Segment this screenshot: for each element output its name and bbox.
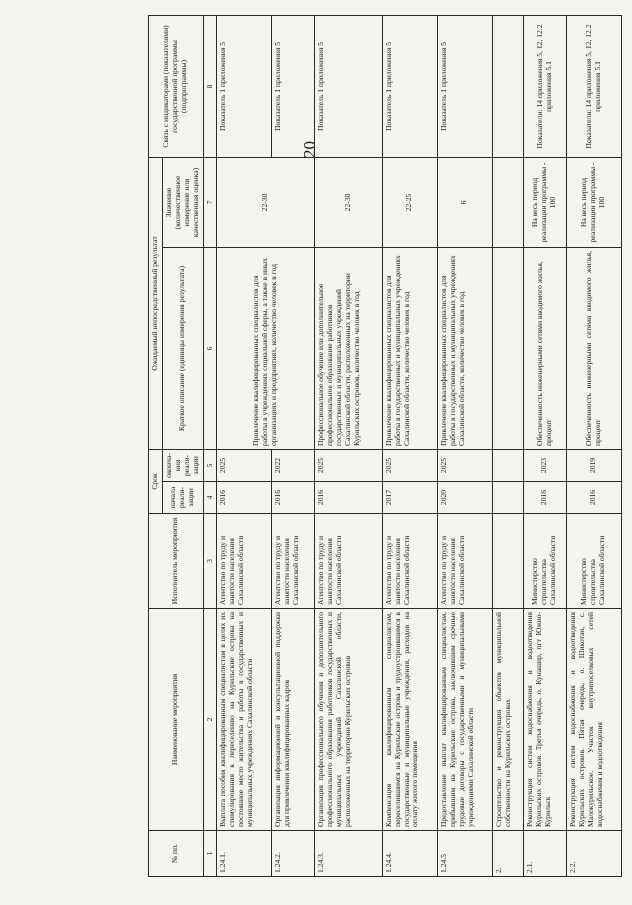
row-executor: Министерство строительства Сахалинской области [523, 514, 566, 609]
row-start-year: 2016 [272, 482, 315, 514]
row-end-year: 2025 [315, 449, 382, 481]
header-executor: Исполнитель мероприятия [149, 514, 204, 609]
row-indicator: Показатель 1 приложения 5 [272, 15, 315, 157]
row-num: 1.24.4. [382, 831, 437, 877]
row-result-value: На весь период реализации программы - 100 [523, 157, 566, 247]
row-measure-name: Компенсация квалифицированным специалистам, переселившимся на Курильские острова и трудоустроившимся в государственные и муниципальные учреждения, расходов на оплату жилого помещения [382, 609, 437, 831]
header-name: Наименование мероприятия [149, 609, 204, 831]
column-number: 6 [203, 247, 216, 449]
header-value: Значение (количественное измерение или качественная оценка) [162, 157, 203, 247]
header-expected-result: Ожидаемый непосредственный результат [149, 157, 163, 449]
column-number: 4 [203, 482, 216, 514]
row-indicator: Показатель 1 приложения 5 [315, 15, 382, 157]
row-indicator: Показатели: 14 приложения 5, 12, 12.2 приложения 5.1 [566, 15, 621, 157]
row-result-desc: Привлечение квалифицированных специалистов для работы в государственных и муниципальных учреждениях Сахалинской области, количество человек в год [437, 247, 492, 449]
row-start-year [492, 482, 523, 514]
table-row [315, 15, 382, 876]
row-measure-name: Реконструкция систем водоснабжения и водоотведения Курильских островов. Пятая очередь, о. Шикотан, с. Малокурильское. Участок внутрипоселковых сетей водоснабжения и водоотведения [566, 609, 621, 831]
row-result-desc: Обеспеченность инженерными сетями вводимого жилья, процент [523, 247, 566, 449]
row-start-year: 2016 [523, 482, 566, 514]
row-result-value: 22-25 [382, 157, 437, 247]
row-start-year: 2016 [566, 482, 621, 514]
table-section-row [492, 15, 523, 876]
table-row [437, 15, 492, 876]
row-start-year: 2016 [315, 482, 382, 514]
row-result-value: 6 [437, 157, 492, 247]
row-executor: Агентство по труду и занятости населения Сахалинской области [272, 514, 315, 609]
column-number: 8 [203, 15, 216, 157]
row-end-year: 2022 [272, 449, 315, 481]
row-result-desc [492, 247, 523, 449]
column-number: 3 [203, 514, 216, 609]
header-term-start: начала реали-зации [162, 482, 203, 514]
row-executor: Агентство по труду и занятости населения Сахалинской области [437, 514, 492, 609]
row-start-year: 2020 [437, 482, 492, 514]
row-end-year: 2023 [523, 449, 566, 481]
header-term: Срок [149, 449, 163, 513]
row-end-year: 2025 [217, 449, 272, 481]
row-executor: Агентство по труду и занятости населения Сахалинской области [315, 514, 382, 609]
row-measure-name: Предоставление выплат квалифицированным специалистам, прибывшим на Курильские острова, заключившим срочные трудовые договоры с государственными и муниципальными учреждениями Сахалинской области [437, 609, 492, 831]
column-number: 7 [203, 157, 216, 247]
header-row-1 [149, 15, 163, 876]
row-indicator: Показатель 1 приложения 5 [217, 15, 272, 157]
table-row [217, 15, 272, 876]
section-title: Строительство и реконструкция объектов муниципальной собственности на Курильских островах [492, 609, 523, 831]
row-result-value: На весь период реализации программы - 100 [566, 157, 621, 247]
row-measure-name: Организация профессионального обучения и дополнительного профессионального образования работников государственных и муниципальных учреждений Сахалинской области, расположенных на территории Курильских островов [315, 609, 382, 831]
row-num: 1.24.3. [315, 831, 382, 877]
table-row [382, 15, 437, 876]
row-indicator [492, 15, 523, 157]
program-measures-table [148, 15, 622, 877]
row-num: 1.24.5 [437, 831, 492, 877]
row-result-desc: Привлечение квалифицированных специалистов для работы в учреждениях социальной сферы, а также в иных организациях и предприятиях, количество человек в год [217, 247, 315, 449]
column-number: 1 [203, 831, 216, 877]
column-number: 2 [203, 609, 216, 831]
row-executor: Агентство по труду и занятости населения Сахалинской области [382, 514, 437, 609]
page-number: 20 [300, 141, 319, 158]
row-num: 1.24.1. [217, 831, 272, 877]
row-indicator: Показатель 1 приложения 5 [437, 15, 492, 157]
row-end-year: 2025 [437, 449, 492, 481]
row-result-desc: Профессиональное обучение или дополнительное профессиональное образование работников государственных и муниципальных учреждений Сахалинской области, расположенных на территории Курильских островов, количество человек в год [315, 247, 382, 449]
header-term-end: оконча-ния реали-зации [162, 449, 203, 481]
row-executor: Министерство строительства Сахалинской области [566, 514, 621, 609]
row-end-year: 2019 [566, 449, 621, 481]
table-row [523, 15, 566, 876]
column-number-row [203, 15, 216, 876]
row-result-desc: Привлечение квалифицированных специалистов для работы в государственных и муниципальных учреждениях Сахалинской области, количество человек в год [382, 247, 437, 449]
row-result-desc: Обеспеченность инженерными сетями вводимого жилья, процент [566, 247, 621, 449]
row-measure-name: Организация информационной и консультационной поддержки для привлечения квалифицированных кадров [272, 609, 315, 831]
row-result-value: 22-30 [217, 157, 315, 247]
row-start-year: 2016 [217, 482, 272, 514]
row-indicator: Показатель 1 приложения 5 [382, 15, 437, 157]
row-indicator: Показатели: 14 приложения 5, 12, 12.2 приложения 5.1 [523, 15, 566, 157]
row-num: 2.2. [566, 831, 621, 877]
program-table-container [148, 16, 622, 877]
row-start-year: 2017 [382, 482, 437, 514]
header-short-desc: Краткое описание (единицы измерения результата) [162, 247, 203, 449]
row-num: 2. [492, 831, 523, 877]
table-row [566, 15, 621, 876]
row-result-value: 22-30 [315, 157, 382, 247]
row-executor: Агентство по труду и занятости населения Сахалинской области [217, 514, 272, 609]
header-indicators: Связь с индикаторами (показателями) государственной программы (подпрограммы) [149, 15, 204, 157]
row-executor [492, 514, 523, 609]
row-end-year: 2025 [382, 449, 437, 481]
column-number: 5 [203, 449, 216, 481]
row-num: 1.24.2. [272, 831, 315, 877]
row-result-value [492, 157, 523, 247]
row-end-year [492, 449, 523, 481]
header-num: № пп. [149, 831, 204, 877]
row-num: 2.1. [523, 831, 566, 877]
row-measure-name: Выплата пособия квалифицированным специалистам в целях их стимулирования к переселению на Курильские острова на постоянное место жительства и работы в государственных и муниципальных учреждениях Сахалинской области [217, 609, 272, 831]
row-measure-name: Реконструкция систем водоснабжения и водоотведения Курильских островов. Третья очередь, о. Кунашир, пгт Южно-Курильск [523, 609, 566, 831]
